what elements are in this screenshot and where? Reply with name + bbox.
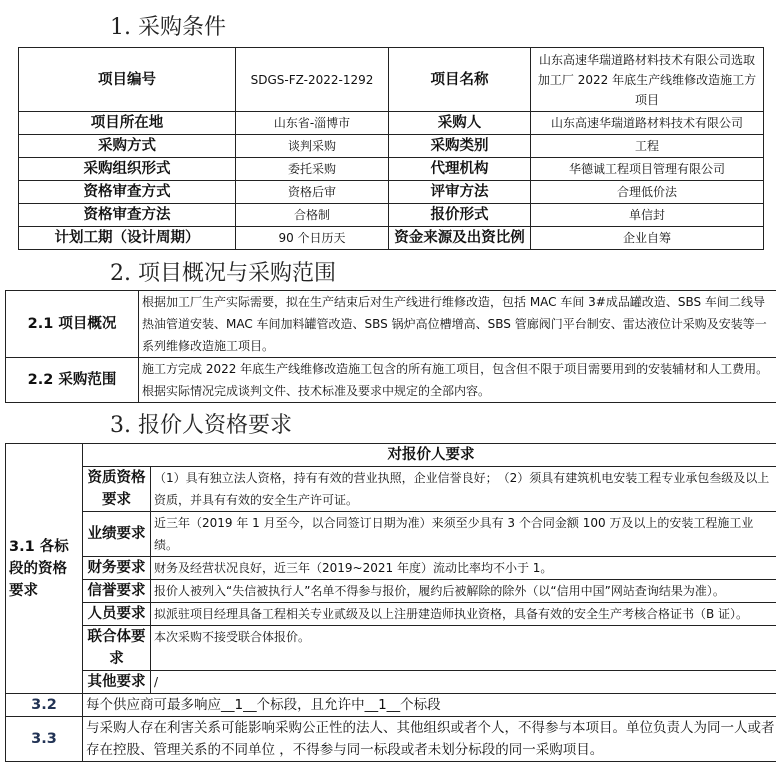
table-row — [6, 358, 776, 403]
requirement-content: 财务及经营状况良好，近三年（2019~2021 年度）流动比率均不小于 1。 — [151, 557, 776, 580]
field-value: 合理低价法 — [531, 181, 764, 204]
field-label: 评审方法 — [389, 181, 531, 204]
field-label: 报价形式 — [389, 204, 531, 227]
field-label: 项目名称 — [389, 48, 531, 112]
field-value: 企业自筹 — [531, 227, 764, 250]
field-value: 山东高速华瑞道路材料技术有限公司选取加工厂 2022 年底生产线维修改造施工方项目 — [531, 48, 764, 112]
table-row — [6, 671, 776, 694]
requirement-content: （1）具有独立法人资格，持有有效的营业执照，企业信誉良好； （2）须具有建筑机电安装工程专业承包叁级及以上资质，并具有有效的安全生产许可证。 — [151, 467, 776, 512]
project-overview-table — [5, 290, 776, 403]
clause-number: 3.3 — [6, 717, 83, 762]
field-value: 山东高速华瑞道路材料技术有限公司 — [531, 112, 764, 135]
field-label: 资格审查方式 — [19, 181, 236, 204]
field-value: 山东省-淄博市 — [236, 112, 389, 135]
section-3-heading: 3. 报价人资格要求 — [110, 413, 292, 438]
field-value: 谈判采购 — [236, 135, 389, 158]
table-row — [19, 204, 764, 227]
row-content: 施工方完成 2022 年底生产线维修改造施工包含的所有施工项目，包含但不限于项目需要用到的安装辅材和人工费用。根据实际情况完成谈判文件、技术标准及要求中规定的全部内容。 — [139, 358, 776, 403]
table-row — [19, 227, 764, 250]
requirement-label: 联合体要求 — [83, 626, 151, 671]
field-value: 工程 — [531, 135, 764, 158]
row-content: 根据加工厂生产实际需要，拟在生产结束后对生产线进行维修改造，包括 MAC 车间 3#成品罐改造、SBS 车间二线导热油管道安装、MAC 车间加料罐管改造、SBS 锅炉高位槽增高、SBS 管廊阀门平台制安、雷达液位计采购及安装等一系列维修改造施工项目。 — [139, 291, 776, 358]
table-row — [6, 717, 776, 762]
requirement-label: 财务要求 — [83, 557, 151, 580]
table-row — [19, 181, 764, 204]
field-label: 采购人 — [389, 112, 531, 135]
table-row — [6, 557, 776, 580]
field-label: 采购方式 — [19, 135, 236, 158]
clause-content: 每个供应商可最多响应__1__个标段，且允许中__1__个标段 — [83, 694, 776, 717]
table-row — [6, 580, 776, 603]
requirement-content: 报价人被列入“失信被执行人”名单不得参与报价，履约后被解除的除外（以“信用中国”网站查询结果为准）。 — [151, 580, 776, 603]
field-label: 项目编号 — [19, 48, 236, 112]
table-row — [19, 48, 764, 112]
table-row — [6, 603, 776, 626]
table-row — [6, 626, 776, 671]
field-value: 90 个日历天 — [236, 227, 389, 250]
requirement-label: 资质资格要求 — [83, 467, 151, 512]
field-label: 采购组织形式 — [19, 158, 236, 181]
clause-number: 3.2 — [6, 694, 83, 717]
field-label: 计划工期（设计周期） — [19, 227, 236, 250]
requirement-content: 本次采购不接受联合体报价。 — [151, 626, 776, 671]
requirement-label: 其他要求 — [83, 671, 151, 694]
field-value: 委托采购 — [236, 158, 389, 181]
field-value: 华德诚工程项目管理有限公司 — [531, 158, 764, 181]
section-1-heading: 1. 采购条件 — [110, 15, 226, 40]
requirement-label: 业绩要求 — [83, 512, 151, 557]
requirement-label: 人员要求 — [83, 603, 151, 626]
row-label: 2.1 项目概况 — [6, 291, 139, 358]
field-label: 资金来源及出资比例 — [389, 227, 531, 250]
field-label: 采购类别 — [389, 135, 531, 158]
requirement-content: 近三年（2019 年 1 月至今，以合同签订日期为准）来须至少具有 3 个合同金额 100 万及以上的安装工程施工业绩。 — [151, 512, 776, 557]
requirement-label: 信誉要求 — [83, 580, 151, 603]
table-row — [19, 112, 764, 135]
clause-content: 与采购人存在利害关系可能影响采购公正性的法人、其他组织或者个人，不得参与本项目。单位负责人为同一人或者存在控股、管理关系的不同单位 ，不得参与同一标段或者未划分标段的同一采购项目。 — [83, 717, 776, 762]
row-label: 2.2 采购范围 — [6, 358, 139, 403]
table-row — [19, 135, 764, 158]
field-label: 项目所在地 — [19, 112, 236, 135]
section-2-heading: 2. 项目概况与采购范围 — [110, 261, 336, 286]
requirement-content: 拟派驻项目经理具备工程相关专业贰级及以上注册建造师执业资格，具备有效的安全生产考核合格证书（B 证）。 — [151, 603, 776, 626]
table-row — [6, 512, 776, 557]
table-row — [6, 291, 776, 358]
requirement-content: / — [151, 671, 776, 694]
table-row — [6, 467, 776, 512]
group-label: 3.1 各标段的资格要求 — [6, 444, 83, 694]
field-label: 代理机构 — [389, 158, 531, 181]
table-row — [19, 158, 764, 181]
table-row — [6, 694, 776, 717]
procurement-conditions-table — [18, 47, 764, 250]
field-value: 资格后审 — [236, 181, 389, 204]
field-value: 合格制 — [236, 204, 389, 227]
bidder-qualification-table — [5, 443, 776, 762]
field-label: 资格审查方法 — [19, 204, 236, 227]
field-value: 单信封 — [531, 204, 764, 227]
field-value: SDGS-FZ-2022-1292 — [236, 48, 389, 112]
requirements-header: 对报价人要求 — [83, 444, 776, 467]
